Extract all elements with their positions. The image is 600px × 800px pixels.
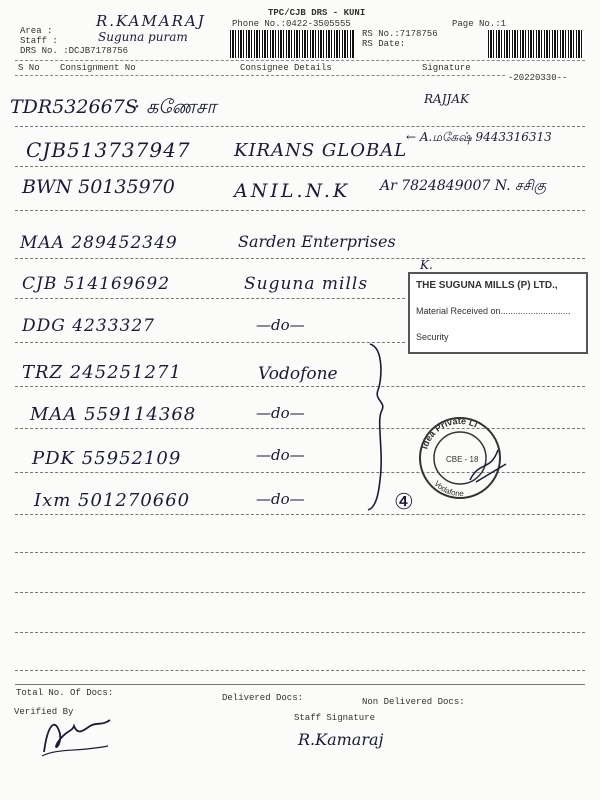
svg-text:Idea Private Li xyxy=(419,416,479,450)
col-sno: S No xyxy=(18,63,40,73)
row-1-note: RAJJAK xyxy=(424,92,469,106)
row-divider xyxy=(15,210,585,211)
row-divider xyxy=(15,166,585,167)
row-4-consignee: Sarden Enterprises xyxy=(238,232,396,251)
row-3-note: Ar 7824849007 N. சசிகு xyxy=(380,178,547,194)
row-3-consignee: ANIL.N.K xyxy=(234,180,351,202)
barcode-left xyxy=(230,30,354,58)
staff-signature-text: R.Kamaraj xyxy=(298,730,384,749)
row-9-consignment: PDK 55952109 xyxy=(32,448,182,469)
row-5-consignment: CJB 514169692 xyxy=(22,274,171,294)
suguna-mills-stamp xyxy=(408,272,588,354)
header-divider xyxy=(15,60,585,61)
stamp-material-received: Material Received on............................ xyxy=(416,306,571,316)
row-7-consignee: Vodofone xyxy=(258,364,338,384)
delivered-docs-label: Delivered Docs: xyxy=(222,693,304,703)
non-delivered-docs-label: Non Delivered Docs: xyxy=(362,697,465,707)
row-9-consignee: —do— xyxy=(256,446,305,464)
row-1-consignee: · கணேசா xyxy=(134,96,217,118)
page-number: Page No.:1 xyxy=(452,19,507,29)
staff-label: Staff : xyxy=(20,36,58,46)
row-divider xyxy=(15,258,585,259)
footer-divider xyxy=(15,684,585,685)
row-divider xyxy=(15,386,585,387)
rs-number: RS No.:7178756 xyxy=(362,29,438,39)
row-5-consignee: Suguna mills xyxy=(244,274,369,294)
round-stamp-mid: CBE - 18 xyxy=(446,455,479,464)
verifier-signature xyxy=(38,712,118,760)
drs-number: DRS No. :DCJB7178756 xyxy=(20,46,129,56)
row-divider xyxy=(15,298,405,299)
row-divider xyxy=(15,514,585,515)
verified-by-label: Verified By xyxy=(14,707,74,717)
row-2-note: ← A.மகேஷ் 9443316313 xyxy=(406,130,552,144)
total-docs-label: Total No. Of Docs: xyxy=(16,688,114,698)
row-6-consignee: —do— xyxy=(256,316,305,334)
row-3-consignment: BWN 50135970 xyxy=(22,176,175,198)
row-5-note: K. xyxy=(420,258,433,272)
row-7-consignment: TRZ 245251271 xyxy=(22,362,182,383)
vodafone-round-stamp xyxy=(410,410,510,506)
row-4-consignment: MAA 289452349 xyxy=(20,233,178,253)
staff-signature-label: Staff Signature xyxy=(294,713,376,723)
date-code: -20220330-- xyxy=(508,73,568,83)
empty-row-line xyxy=(15,670,585,671)
stamp-security: Security xyxy=(416,332,449,342)
round-stamp-top: Idea Private Li xyxy=(419,415,480,451)
row-2-consignee: KIRANS GLOBAL xyxy=(234,140,408,161)
empty-row-line xyxy=(15,632,585,633)
row-10-note: ④ xyxy=(394,490,414,515)
column-header-divider xyxy=(15,75,505,76)
brace-mark xyxy=(362,340,392,515)
col-consignee: Consignee Details xyxy=(240,63,332,73)
col-signature: Signature xyxy=(422,63,471,73)
row-divider xyxy=(15,126,585,127)
empty-row-line xyxy=(15,592,585,593)
round-stamp-bottom: Vodafone xyxy=(432,478,465,499)
row-6-consignment: DDG 4233327 xyxy=(22,316,155,336)
col-consignment: Consignment No xyxy=(60,63,136,73)
rs-date: RS Date: xyxy=(362,39,406,49)
page-title: TPC/CJB DRS - KUNI xyxy=(268,8,366,18)
phone-number: Phone No.:0422-3505555 xyxy=(232,19,351,29)
row-1-consignment: TDR532667S xyxy=(10,96,138,118)
row-8-consignment: MAA 559114368 xyxy=(30,404,197,425)
area-label: Area : xyxy=(20,26,53,36)
staff-value: Suguna puram xyxy=(98,30,188,44)
row-divider xyxy=(15,342,405,343)
barcode-right xyxy=(488,30,584,58)
row-10-consignment: Ixm 501270660 xyxy=(34,490,191,511)
row-8-consignee: —do— xyxy=(256,404,305,422)
stamp-company: THE SUGUNA MILLS (P) LTD., xyxy=(416,280,558,291)
row-10-consignee: —do— xyxy=(256,490,305,508)
area-value: R.KAMARAJ xyxy=(96,12,206,30)
empty-row-line xyxy=(15,552,585,553)
row-2-consignment: CJB513737947 xyxy=(26,138,191,162)
